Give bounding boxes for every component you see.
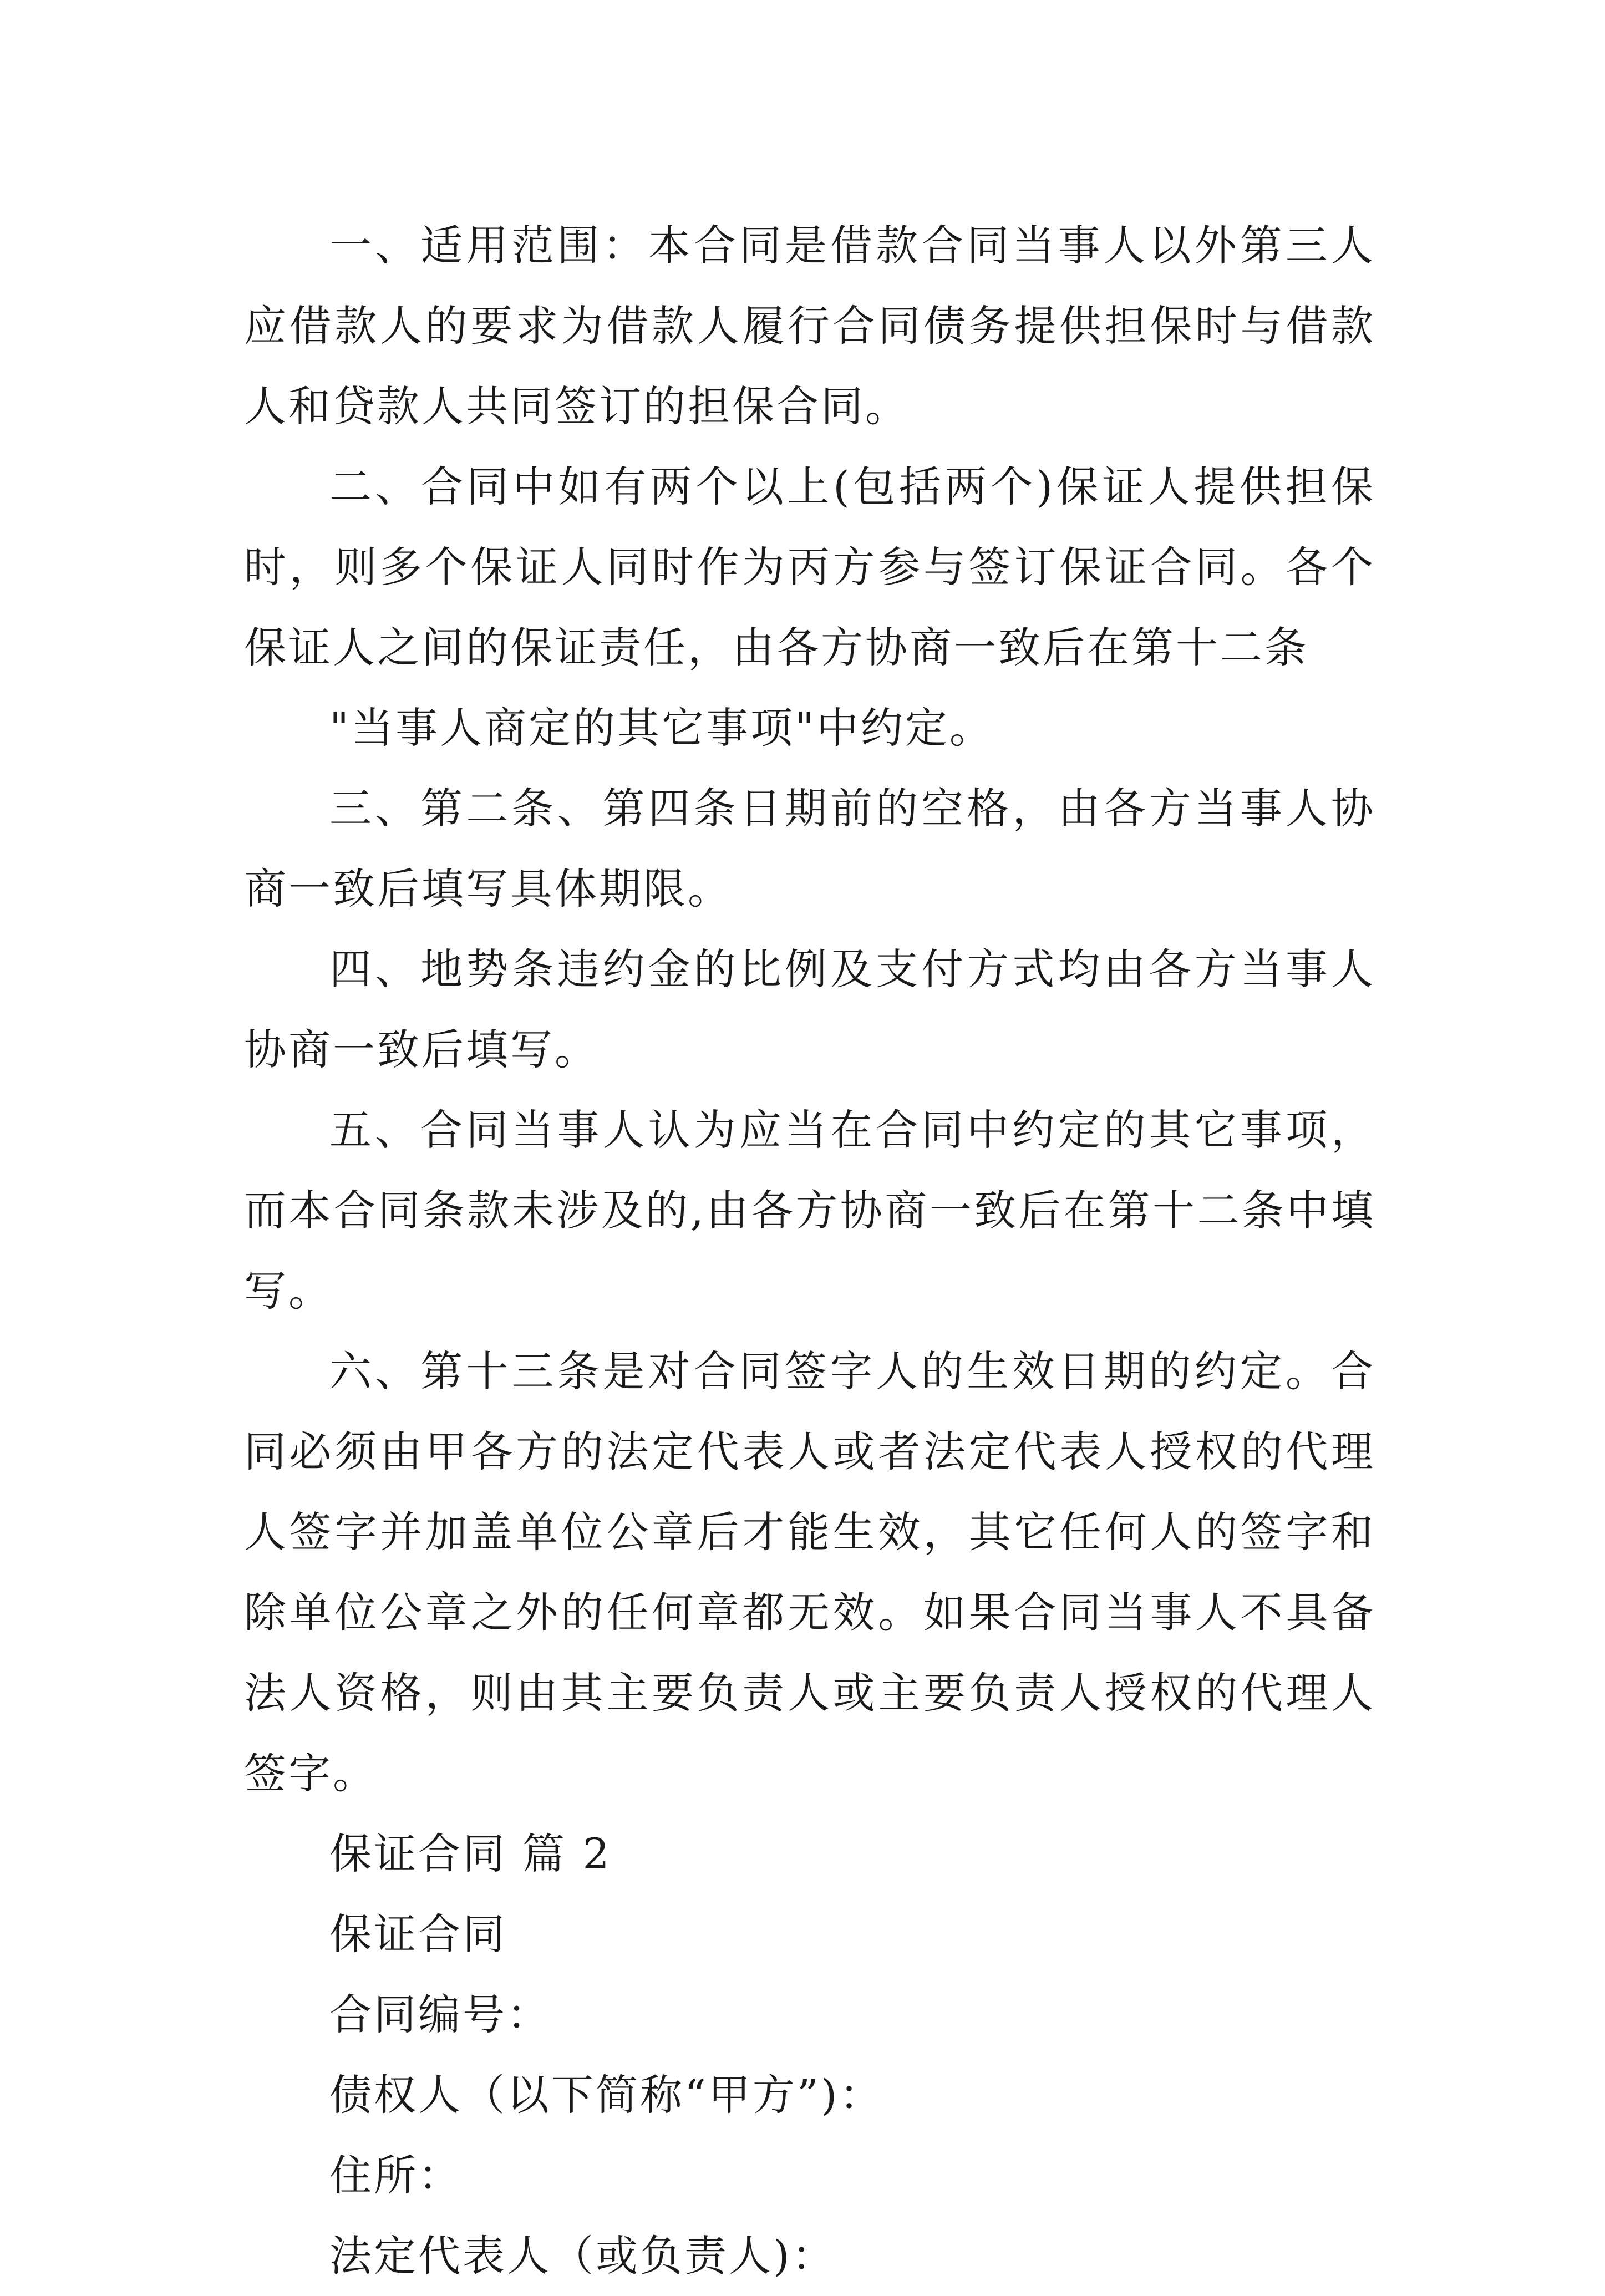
paragraph-signature-effect: 六、第十三条是对合同签字人的生效日期的约定。合同必须由甲各方的法定代表人或者法定代表人授权的代理人签字并加盖单位公章后才能生效，其它任何人的签字和除单位公章之外的任何章都无效。如果合同当事人不具备法人资格，则由其主要负责人或主要负责人授权的代理人签字。 <box>244 1347 1375 1798</box>
contract-number-field: 合同编号： <box>329 1990 551 2039</box>
paragraph-other-matters: 五、合同当事人认为应当在合同中约定的其它事项，而本合同条款未涉及的,由各方协商一致后在第十二条中填写。 <box>244 1105 1375 1315</box>
paragraph-penalty: 四、地势条违约金的比例及支付方式均由各方当事人协商一致后填写。 <box>244 944 1375 1074</box>
document-body <box>244 205 1375 2296</box>
paragraph-date-blanks: 三、第二条、第四条日期前的空格，由各方当事人协商一致后填写具体期限。 <box>244 784 1375 913</box>
creditor-field: 债权人（以下简称“甲方”)： <box>329 2070 884 2120</box>
paragraph-agreed-matters: "当事人商定的其它事项"中约定。 <box>329 703 994 753</box>
paragraph-multiple-guarantors: 二、合同中如有两个以上(包括两个)保证人提供担保时，则多个保证人同时作为丙方参与签订保证合同。各个保证人之间的保证责任，由各方协商一致后在第十二条 <box>244 462 1375 672</box>
section-heading: 保证合同 篇 2 <box>329 1829 612 1878</box>
paragraph-scope: 一、适用范围：本合同是借款合同当事人以外第三人应借款人的要求为借款人履行合同债务提供担保时与借款人和贷款人共同签订的担保合同。 <box>244 221 1375 431</box>
legal-representative-field: 法定代表人（或负责人)： <box>329 2231 836 2280</box>
address-field: 住所： <box>329 2151 463 2200</box>
contract-title: 保证合同 <box>329 1909 507 1959</box>
